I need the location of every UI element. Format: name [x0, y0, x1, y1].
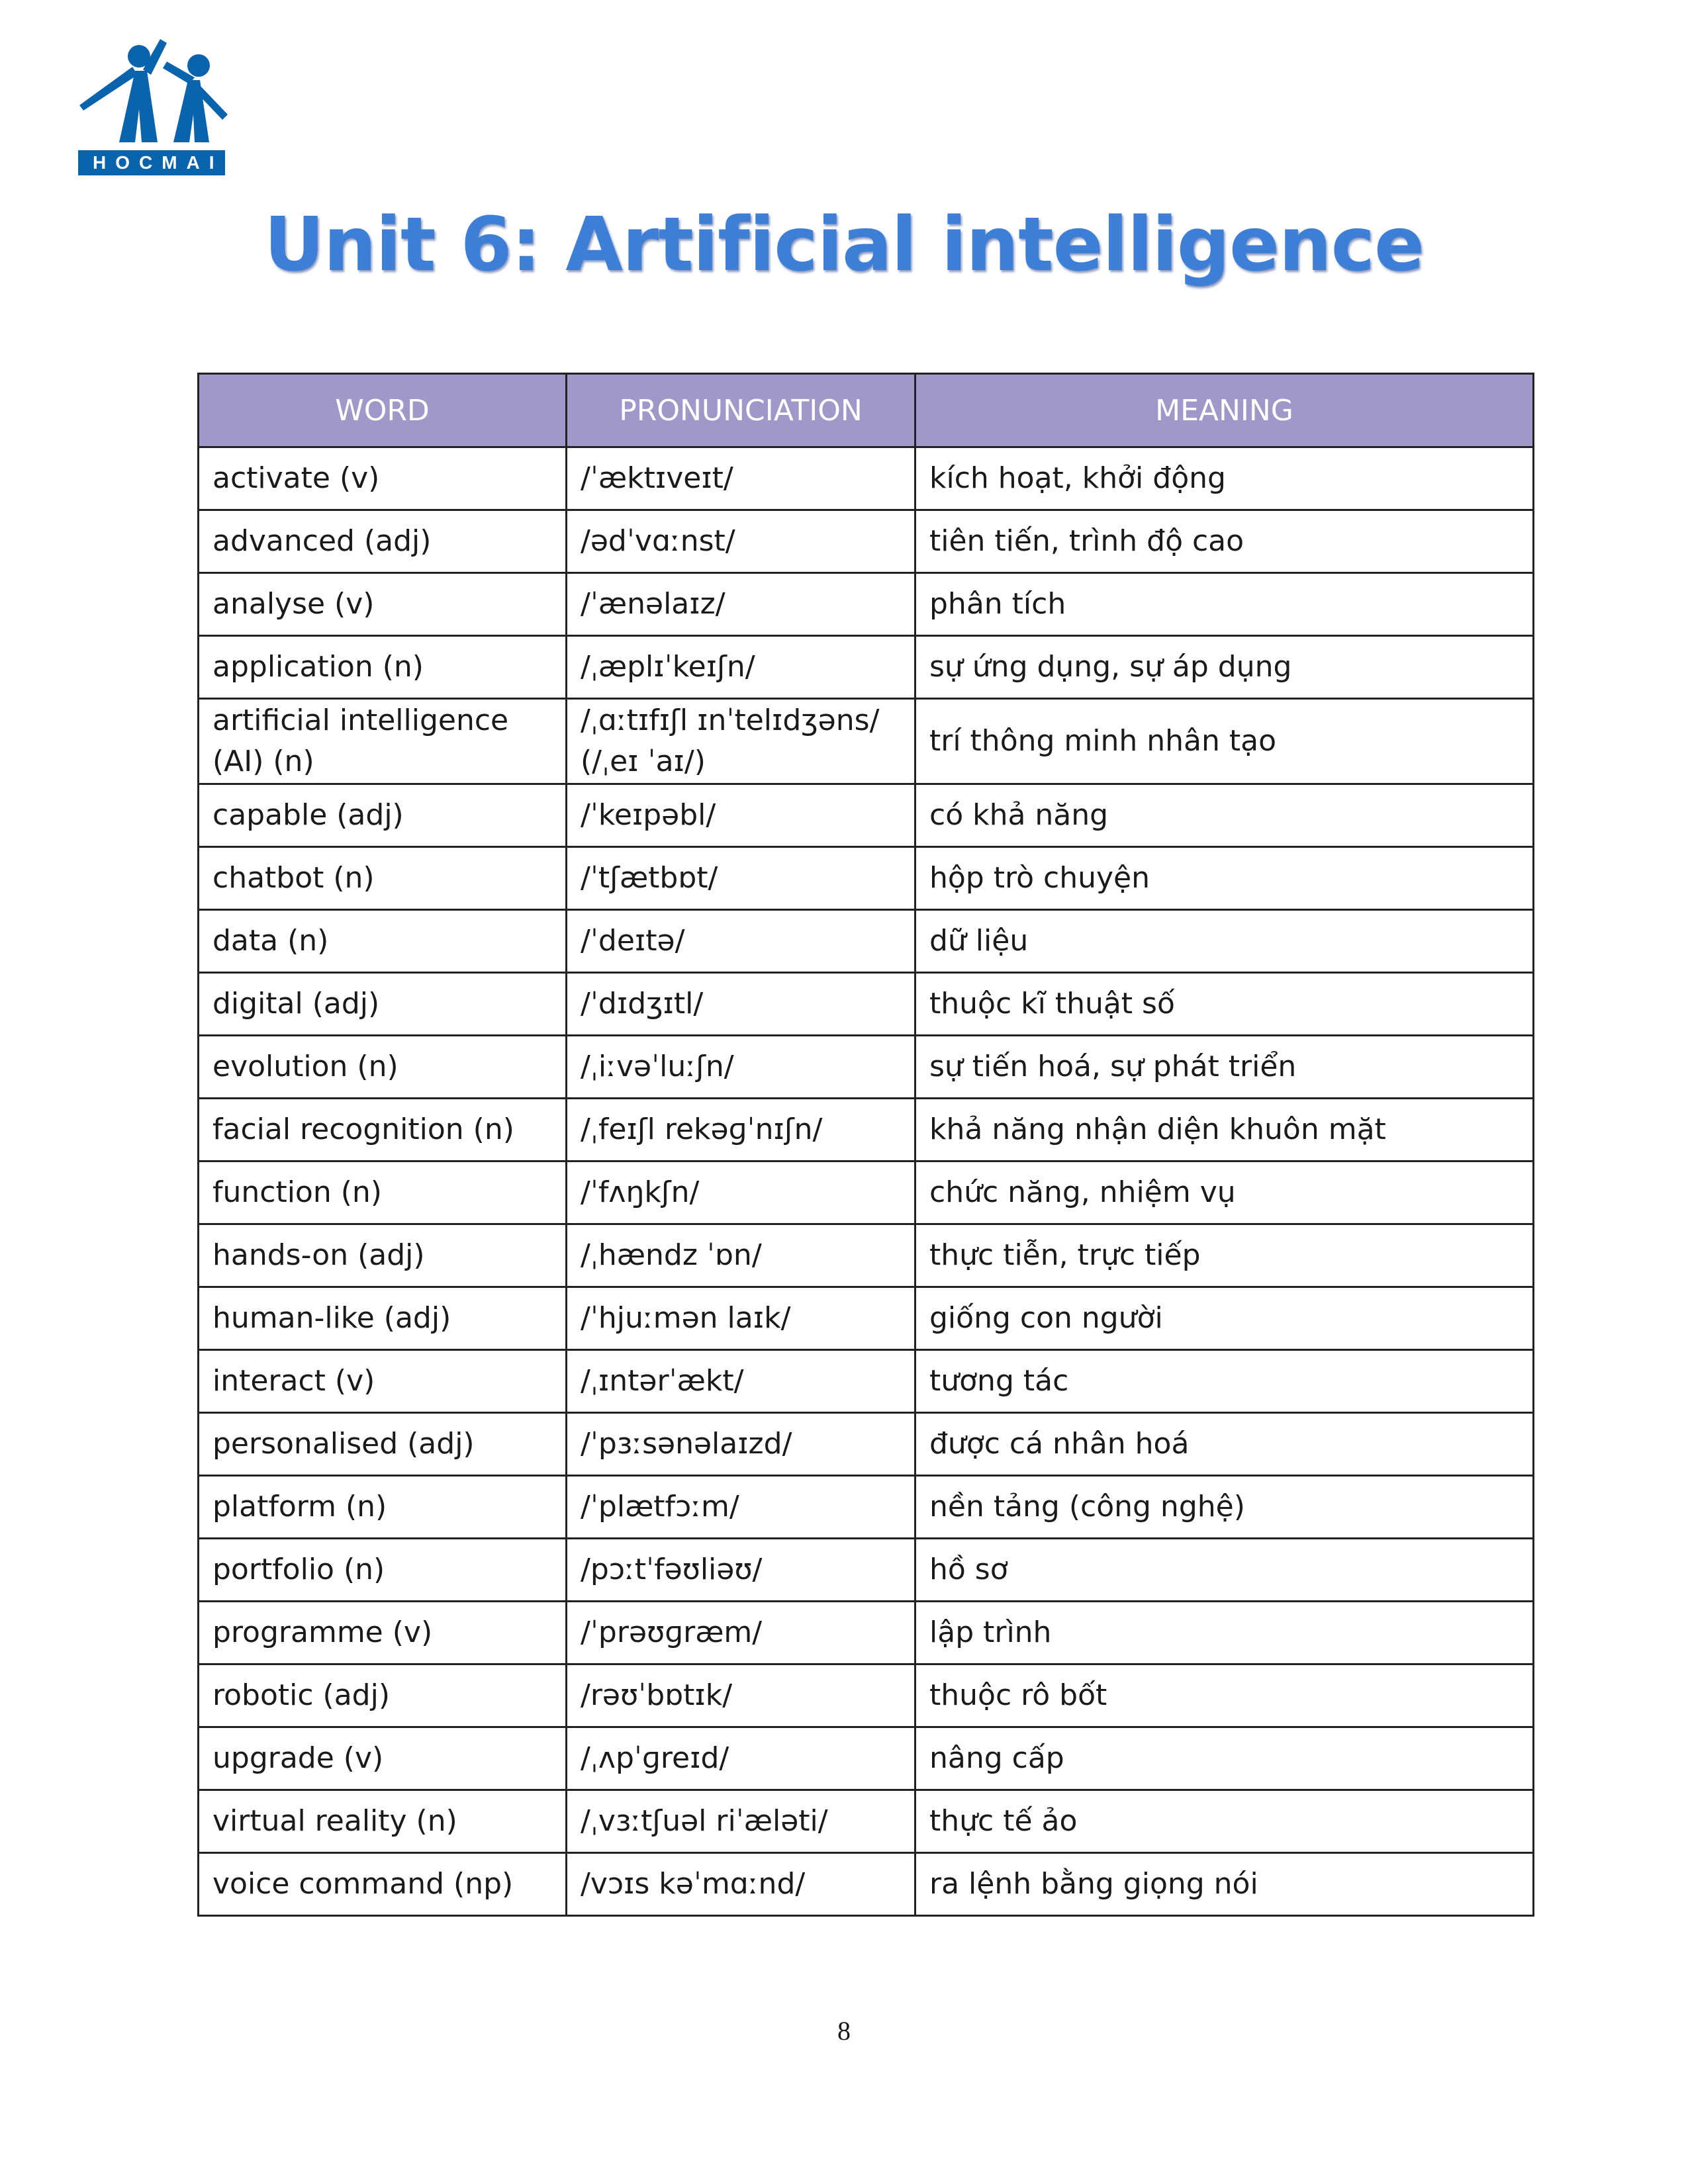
pronunciation-cell: /ˈdɪdʒɪtl/ — [567, 973, 915, 1036]
word-cell: human-like (adj) — [199, 1287, 567, 1350]
meaning-cell: trí thông minh nhân tạo — [915, 699, 1534, 784]
two-children-icon — [78, 36, 228, 149]
pronunciation-cell: /ˌhændz ˈɒn/ — [567, 1224, 915, 1287]
table-row — [199, 784, 1534, 847]
word-cell: interact (v) — [199, 1350, 567, 1413]
pronunciation-cell: /ˈkeɪpəbl/ — [567, 784, 915, 847]
meaning-cell: giống con người — [915, 1287, 1534, 1350]
word-cell: hands-on (adj) — [199, 1224, 567, 1287]
word-cell: artificial intelligence (AI) (n) — [199, 699, 567, 784]
table-row — [199, 910, 1534, 973]
meaning-cell: nâng cấp — [915, 1727, 1534, 1790]
meaning-cell: khả năng nhận diện khuôn mặt — [915, 1099, 1534, 1161]
page-title: Unit 6: Artificial intelligence — [263, 202, 1425, 288]
page-number: 8 — [837, 2016, 851, 2046]
header-pronunciation: PRONUNCIATION — [567, 374, 915, 447]
word-cell: capable (adj) — [199, 784, 567, 847]
table-row — [199, 699, 1534, 784]
meaning-cell: ra lệnh bằng giọng nói — [915, 1853, 1534, 1916]
logo-text: HOCMAI — [78, 150, 225, 175]
word-cell: voice command (np) — [199, 1853, 567, 1916]
meaning-cell: tương tác — [915, 1350, 1534, 1413]
table-row — [199, 1727, 1534, 1790]
word-cell: application (n) — [199, 636, 567, 699]
meaning-cell: có khả năng — [915, 784, 1534, 847]
table-row — [199, 1790, 1534, 1853]
meaning-cell: lập trình — [915, 1602, 1534, 1664]
table-row — [199, 1413, 1534, 1476]
pronunciation-cell: /ˈprəʊɡræm/ — [567, 1602, 915, 1664]
word-cell: advanced (adj) — [199, 510, 567, 573]
pronunciation-cell: /ˌʌpˈɡreɪd/ — [567, 1727, 915, 1790]
word-cell: function (n) — [199, 1161, 567, 1224]
table-row — [199, 447, 1534, 510]
word-cell: robotic (adj) — [199, 1664, 567, 1727]
meaning-cell: nền tảng (công nghệ) — [915, 1476, 1534, 1539]
table-row — [199, 1161, 1534, 1224]
meaning-cell: kích hoạt, khởi động — [915, 447, 1534, 510]
table-row — [199, 510, 1534, 573]
table-row — [199, 1602, 1534, 1664]
pronunciation-cell: /ˈtʃætbɒt/ — [567, 847, 915, 910]
meaning-cell: sự tiến hoá, sự phát triển — [915, 1036, 1534, 1099]
pronunciation-cell: /vɔɪs kəˈmɑːnd/ — [567, 1853, 915, 1916]
meaning-cell: chức năng, nhiệm vụ — [915, 1161, 1534, 1224]
table-row — [199, 1539, 1534, 1602]
pronunciation-cell: /rəʊˈbɒtɪk/ — [567, 1664, 915, 1727]
pronunciation-cell: /ˈdeɪtə/ — [567, 910, 915, 973]
pronunciation-cell: /ˌɪntərˈækt/ — [567, 1350, 915, 1413]
word-cell: chatbot (n) — [199, 847, 567, 910]
table-row — [199, 1224, 1534, 1287]
word-cell: evolution (n) — [199, 1036, 567, 1099]
pronunciation-cell: /pɔːtˈfəʊliəʊ/ — [567, 1539, 915, 1602]
meaning-cell: sự ứng dụng, sự áp dụng — [915, 636, 1534, 699]
table-row — [199, 1287, 1534, 1350]
table-row — [199, 636, 1534, 699]
table-row — [199, 573, 1534, 636]
meaning-cell: dữ liệu — [915, 910, 1534, 973]
meaning-cell: hộp trò chuyện — [915, 847, 1534, 910]
meaning-cell: thực tế ảo — [915, 1790, 1534, 1853]
pronunciation-cell: /ˈpɜːsənəlaɪzd/ — [567, 1413, 915, 1476]
table-row — [199, 1099, 1534, 1161]
table-row — [199, 1853, 1534, 1916]
table-row — [199, 1036, 1534, 1099]
pronunciation-cell: /ˈænəlaɪz/ — [567, 573, 915, 636]
table-row — [199, 1664, 1534, 1727]
table-row — [199, 1476, 1534, 1539]
word-cell: upgrade (v) — [199, 1727, 567, 1790]
meaning-cell: thực tiễn, trực tiếp — [915, 1224, 1534, 1287]
pronunciation-cell: /ˈæktɪveɪt/ — [567, 447, 915, 510]
pronunciation-cell: /ˌvɜːtʃuəl riˈæləti/ — [567, 1790, 915, 1853]
word-cell: analyse (v) — [199, 573, 567, 636]
word-cell: digital (adj) — [199, 973, 567, 1036]
pronunciation-cell: /ˌfeɪʃl rekəɡˈnɪʃn/ — [567, 1099, 915, 1161]
meaning-cell: hồ sơ — [915, 1539, 1534, 1602]
table-header-row — [199, 374, 1534, 447]
meaning-cell: phân tích — [915, 573, 1534, 636]
pronunciation-cell: /ˌiːvəˈluːʃn/ — [567, 1036, 915, 1099]
header-meaning: MEANING — [915, 374, 1534, 447]
word-cell: portfolio (n) — [199, 1539, 567, 1602]
word-cell: activate (v) — [199, 447, 567, 510]
pronunciation-cell: /ˈhjuːmən laɪk/ — [567, 1287, 915, 1350]
meaning-cell: thuộc rô bốt — [915, 1664, 1534, 1727]
word-cell: programme (v) — [199, 1602, 567, 1664]
hocmai-logo — [78, 36, 228, 177]
word-cell: platform (n) — [199, 1476, 567, 1539]
vocabulary-table — [197, 373, 1534, 1917]
word-cell: virtual reality (n) — [199, 1790, 567, 1853]
meaning-cell: tiên tiến, trình độ cao — [915, 510, 1534, 573]
pronunciation-cell: /ədˈvɑːnst/ — [567, 510, 915, 573]
meaning-cell: thuộc kĩ thuật số — [915, 973, 1534, 1036]
pronunciation-cell: /ˈfʌŋkʃn/ — [567, 1161, 915, 1224]
word-cell: facial recognition (n) — [199, 1099, 567, 1161]
table-row — [199, 973, 1534, 1036]
word-cell: personalised (adj) — [199, 1413, 567, 1476]
meaning-cell: được cá nhân hoá — [915, 1413, 1534, 1476]
table-row — [199, 847, 1534, 910]
word-cell: data (n) — [199, 910, 567, 973]
header-word: WORD — [199, 374, 567, 447]
pronunciation-cell: /ˌæplɪˈkeɪʃn/ — [567, 636, 915, 699]
table-row — [199, 1350, 1534, 1413]
pronunciation-cell: /ˈplætfɔːm/ — [567, 1476, 915, 1539]
pronunciation-cell: /ˌɑːtɪfɪʃl ɪnˈtelɪdʒəns/ (/ˌeɪ ˈaɪ/) — [567, 699, 915, 784]
